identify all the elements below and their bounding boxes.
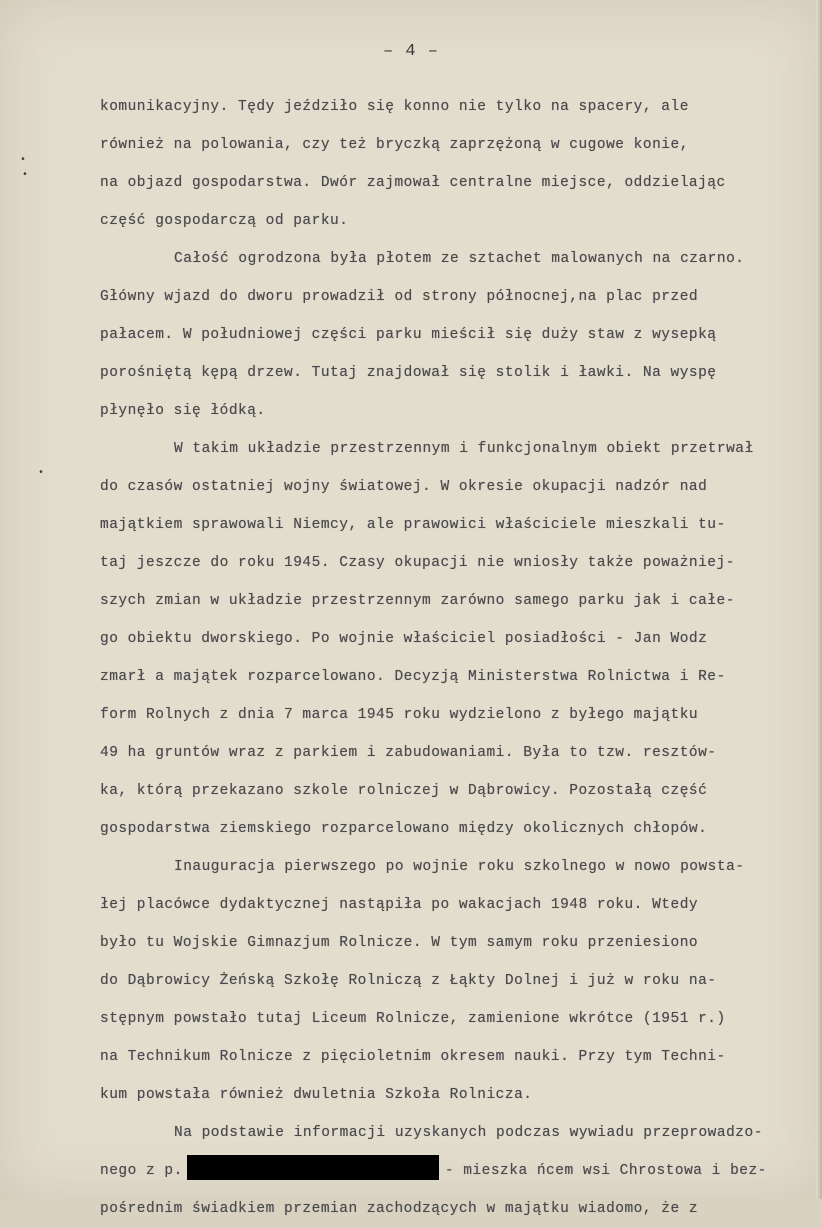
- text-line-with-redaction: [100, 1152, 820, 1190]
- text-line: 49 ha gruntów wraz z parkiem i zabudowaniami. Była to tzw. resztów-: [100, 745, 717, 761]
- text-line: pałacem. W południowej części parku mieścił się duży staw z wysepką: [100, 327, 717, 343]
- text-line: porośniętą kępą drzew. Tutaj znajdował się stolik i ławki. Na wyspę: [100, 365, 717, 381]
- text-line: również na polowania, czy też bryczką zaprzężoną w cugowe konie,: [100, 137, 689, 153]
- text-line: W takim układzie przestrzennym i funkcjonalnym obiekt przetrwał: [174, 441, 754, 457]
- text-line: Inauguracja pierwszego po wojnie roku szkolnego w nowo powsta-: [174, 859, 745, 875]
- margin-mark: •: [22, 170, 29, 181]
- text-line: komunikacyjny. Tędy jeździło się konno nie tylko na spacery, ale: [100, 99, 689, 115]
- page-number: – 4 –: [382, 42, 439, 61]
- typewritten-body-text: [100, 88, 820, 1228]
- text-line: szych zmian w układzie przestrzennym zarówno samego parku jak i całe-: [100, 593, 735, 609]
- text-line: część gospodarczą od parku.: [100, 213, 349, 229]
- text-line: było tu Wojskie Gimnazjum Rolnicze. W tym samym roku przeniesiono: [100, 935, 699, 951]
- text-line: Na podstawie informacji uzyskanych podczas wywiadu przeprowadzo-: [174, 1125, 763, 1141]
- text-line: form Rolnych z dnia 7 marca 1945 roku wydzielono z byłego majątku: [100, 707, 699, 723]
- text-line: taj jeszcze do roku 1945. Czasy okupacji nie wniosły także poważniej-: [100, 555, 735, 571]
- redacted-line-before: nego z p.: [100, 1163, 183, 1179]
- text-line: gospodarstwa ziemskiego rozparcelowano między okolicznych chłopów.: [100, 821, 708, 837]
- text-line: Całość ogrodzona była płotem ze sztachet malowanych na czarno.: [174, 251, 745, 267]
- text-line: zmarł a majątek rozparcelowano. Decyzją Ministerstwa Rolnictwa i Re-: [100, 669, 726, 685]
- text-line: do Dąbrowicy Żeńską Szkołę Rolniczą z Łąkty Dolnej i już w roku na-: [100, 973, 717, 989]
- redaction-box: [187, 1155, 439, 1180]
- text-line: kum powstała również dwuletnia Szkoła Rolnicza.: [100, 1087, 533, 1103]
- text-line: Główny wjazd do dworu prowadził od strony północnej,na plac przed: [100, 289, 699, 305]
- text-line: na objazd gospodarstwa. Dwór zajmował centralne miejsce, oddzielając: [100, 175, 726, 191]
- text-line: pośrednim świadkiem przemian zachodzących w majątku wiadomo, że z: [100, 1201, 699, 1217]
- text-line: stępnym powstało tutaj Liceum Rolnicze, zamienione wkrótce (1951 r.): [100, 1011, 726, 1027]
- text-line: płynęło się łódką.: [100, 403, 266, 419]
- text-line: łej placówce dydaktycznej nastąpiła po wakacjach 1948 roku. Wtedy: [100, 897, 699, 913]
- redacted-line-after: - mieszka ńcem wsi Chrostowa i bez-: [444, 1163, 767, 1179]
- text-line: na Technikum Rolnicze z pięcioletnim okresem nauki. Przy tym Techni-: [100, 1049, 726, 1065]
- text-line: majątkiem sprawowali Niemcy, ale prawowici właściciele mieszkali tu-: [100, 517, 726, 533]
- margin-mark: •: [20, 155, 27, 166]
- text-line: go obiektu dworskiego. Po wojnie właściciel posiadłości - Jan Wodz: [100, 631, 708, 647]
- text-line: do czasów ostatniej wojny światowej. W okresie okupacji nadzór nad: [100, 479, 708, 495]
- text-line: ka, którą przekazano szkole rolniczej w Dąbrowicy. Pozostałą część: [100, 783, 708, 799]
- margin-mark: •: [38, 468, 45, 479]
